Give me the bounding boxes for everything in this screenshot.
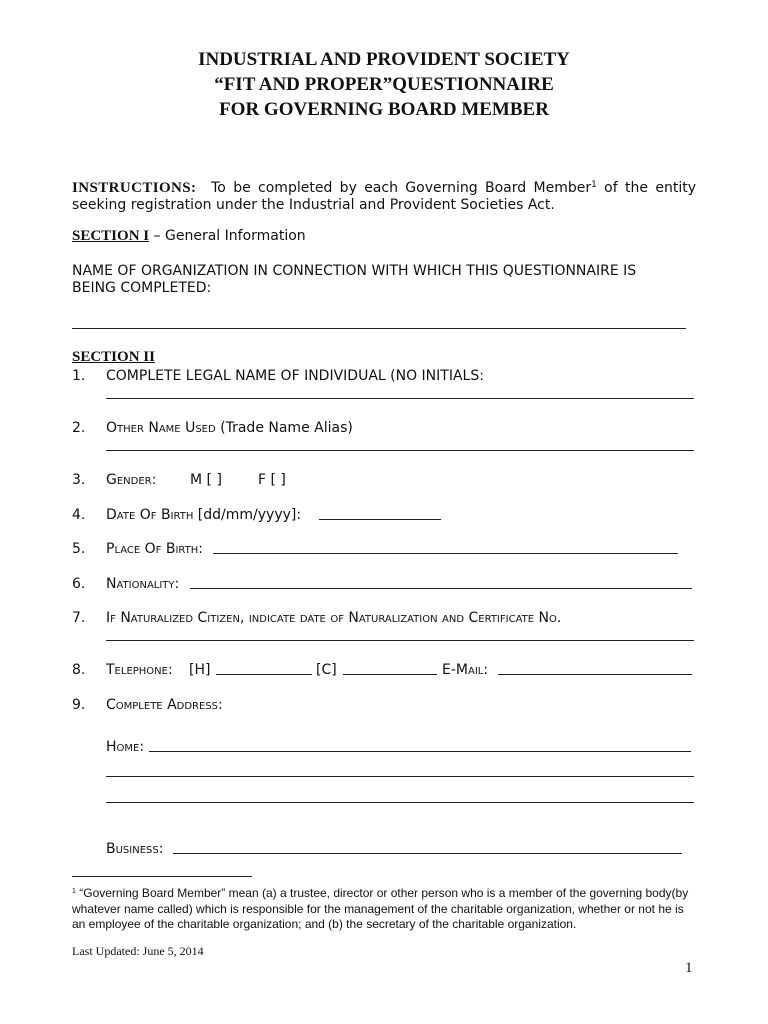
section-1-subtitle: General Information [165, 228, 306, 244]
item-5-number: 5. [72, 541, 86, 557]
telephone-home-field[interactable] [216, 674, 312, 675]
nationality-field[interactable] [190, 588, 692, 589]
naturalization-label-text: If Naturalized Citizen, indicate date of Naturalization and Certificate No. [106, 610, 562, 626]
section-1-dash: – [149, 228, 166, 244]
instructions-text-1: To be completed by each Governing Board Member [211, 180, 592, 196]
date-of-birth-field[interactable] [319, 519, 441, 520]
footnote-divider [72, 876, 252, 877]
organization-name-field[interactable] [72, 328, 686, 329]
item-2-number: 2. [72, 420, 86, 436]
home-address-field-2[interactable] [106, 776, 694, 777]
section-2-heading-row [72, 349, 155, 366]
item-4-label [106, 507, 301, 523]
gender-male-checkbox[interactable]: M [ ] [190, 472, 222, 488]
nationality-label [106, 576, 179, 592]
section-1-heading-row [72, 228, 306, 245]
title-line-3: FOR GOVERNING BOARD MEMBER [219, 99, 549, 120]
section-1-heading: SECTION I [72, 228, 150, 244]
address-label-text: Complete Address: [106, 697, 223, 713]
gender-female-checkbox[interactable]: F [ ] [258, 472, 286, 488]
footnote-ref[interactable]: 1 [591, 180, 597, 190]
business-address-label-text: Business: [106, 841, 164, 857]
item-7-number: 7. [72, 610, 86, 626]
item-1-number: 1. [72, 368, 86, 384]
home-address-label-text: Home: [106, 739, 145, 755]
item-2-label-sc: Other Name Used [106, 420, 216, 436]
document-title [0, 49, 768, 124]
item-3-number: 3. [72, 472, 86, 488]
telephone-cell-label: [C] [316, 662, 337, 678]
telephone-label [106, 662, 173, 678]
business-address-field[interactable] [173, 853, 682, 854]
home-address-field-1[interactable] [149, 751, 691, 752]
title-line-2: “FIT AND PROPER”QUESTIONNAIRE [214, 74, 554, 95]
address-label [106, 697, 223, 713]
organization-prompt: NAME OF ORGANIZATION IN CONNECTION WITH WHICH THIS QUESTIONNAIRE IS BEING COMPLETED: [72, 263, 637, 296]
home-address-field-3[interactable] [106, 802, 694, 803]
naturalization-field[interactable] [106, 640, 694, 641]
last-updated: Last Updated: June 5, 2014 [72, 944, 204, 958]
item-2-label [106, 420, 353, 436]
business-address-label [106, 841, 163, 857]
email-label-text: E-Mail: [442, 662, 489, 678]
footnote [72, 884, 698, 933]
footnote-text: “Governing Board Member” mean (a) a trustee, director or other person who is a member of the governing body(by whatever name called) which is responsible for the management of the charitable organization, whether or not he is an employee of the charitable organization; and (b) the secretary of the charitable organization. [72, 886, 689, 931]
title-line-1: INDUSTRIAL AND PROVIDENT SOCIETY [198, 49, 570, 70]
item-6-number: 6. [72, 576, 86, 592]
telephone-home-label: [H] [189, 662, 211, 678]
section-2-heading: SECTION II [72, 349, 155, 365]
nationality-label-text: Nationality: [106, 576, 180, 592]
legal-name-field[interactable] [106, 398, 694, 399]
home-address-label [106, 739, 144, 755]
place-of-birth-field[interactable] [213, 553, 678, 554]
item-2-label-rest: (Trade Name Alias) [215, 420, 353, 436]
place-of-birth-label-text: Place Of Birth: [106, 541, 203, 557]
instructions-text-2: of the entity seeking registration under the Industrial and Provident Societies Act. [72, 180, 696, 213]
item-3-label [106, 472, 156, 488]
place-of-birth-label [106, 541, 203, 557]
footnote-mark: 1 [72, 888, 76, 895]
naturalization-label [106, 610, 561, 626]
other-name-field[interactable] [106, 450, 694, 451]
item-8-number: 8. [72, 662, 86, 678]
item-1-label: COMPLETE LEGAL NAME OF INDIVIDUAL (NO INITIALS: [106, 368, 484, 384]
email-field[interactable] [498, 674, 692, 675]
dob-label-sc: Date Of Birth [106, 507, 194, 523]
email-label [442, 662, 488, 678]
telephone-cell-field[interactable] [343, 674, 437, 675]
item-9-number: 9. [72, 697, 86, 713]
dob-label-rest: [dd/mm/yyyy]: [193, 507, 302, 523]
instructions-paragraph [72, 177, 696, 214]
item-4-number: 4. [72, 507, 86, 523]
gender-label: Gender: [106, 472, 157, 488]
telephone-label-text: Telephone: [106, 662, 173, 678]
instructions-label: INSTRUCTIONS: [72, 180, 197, 196]
page-number: 1 [685, 960, 693, 976]
